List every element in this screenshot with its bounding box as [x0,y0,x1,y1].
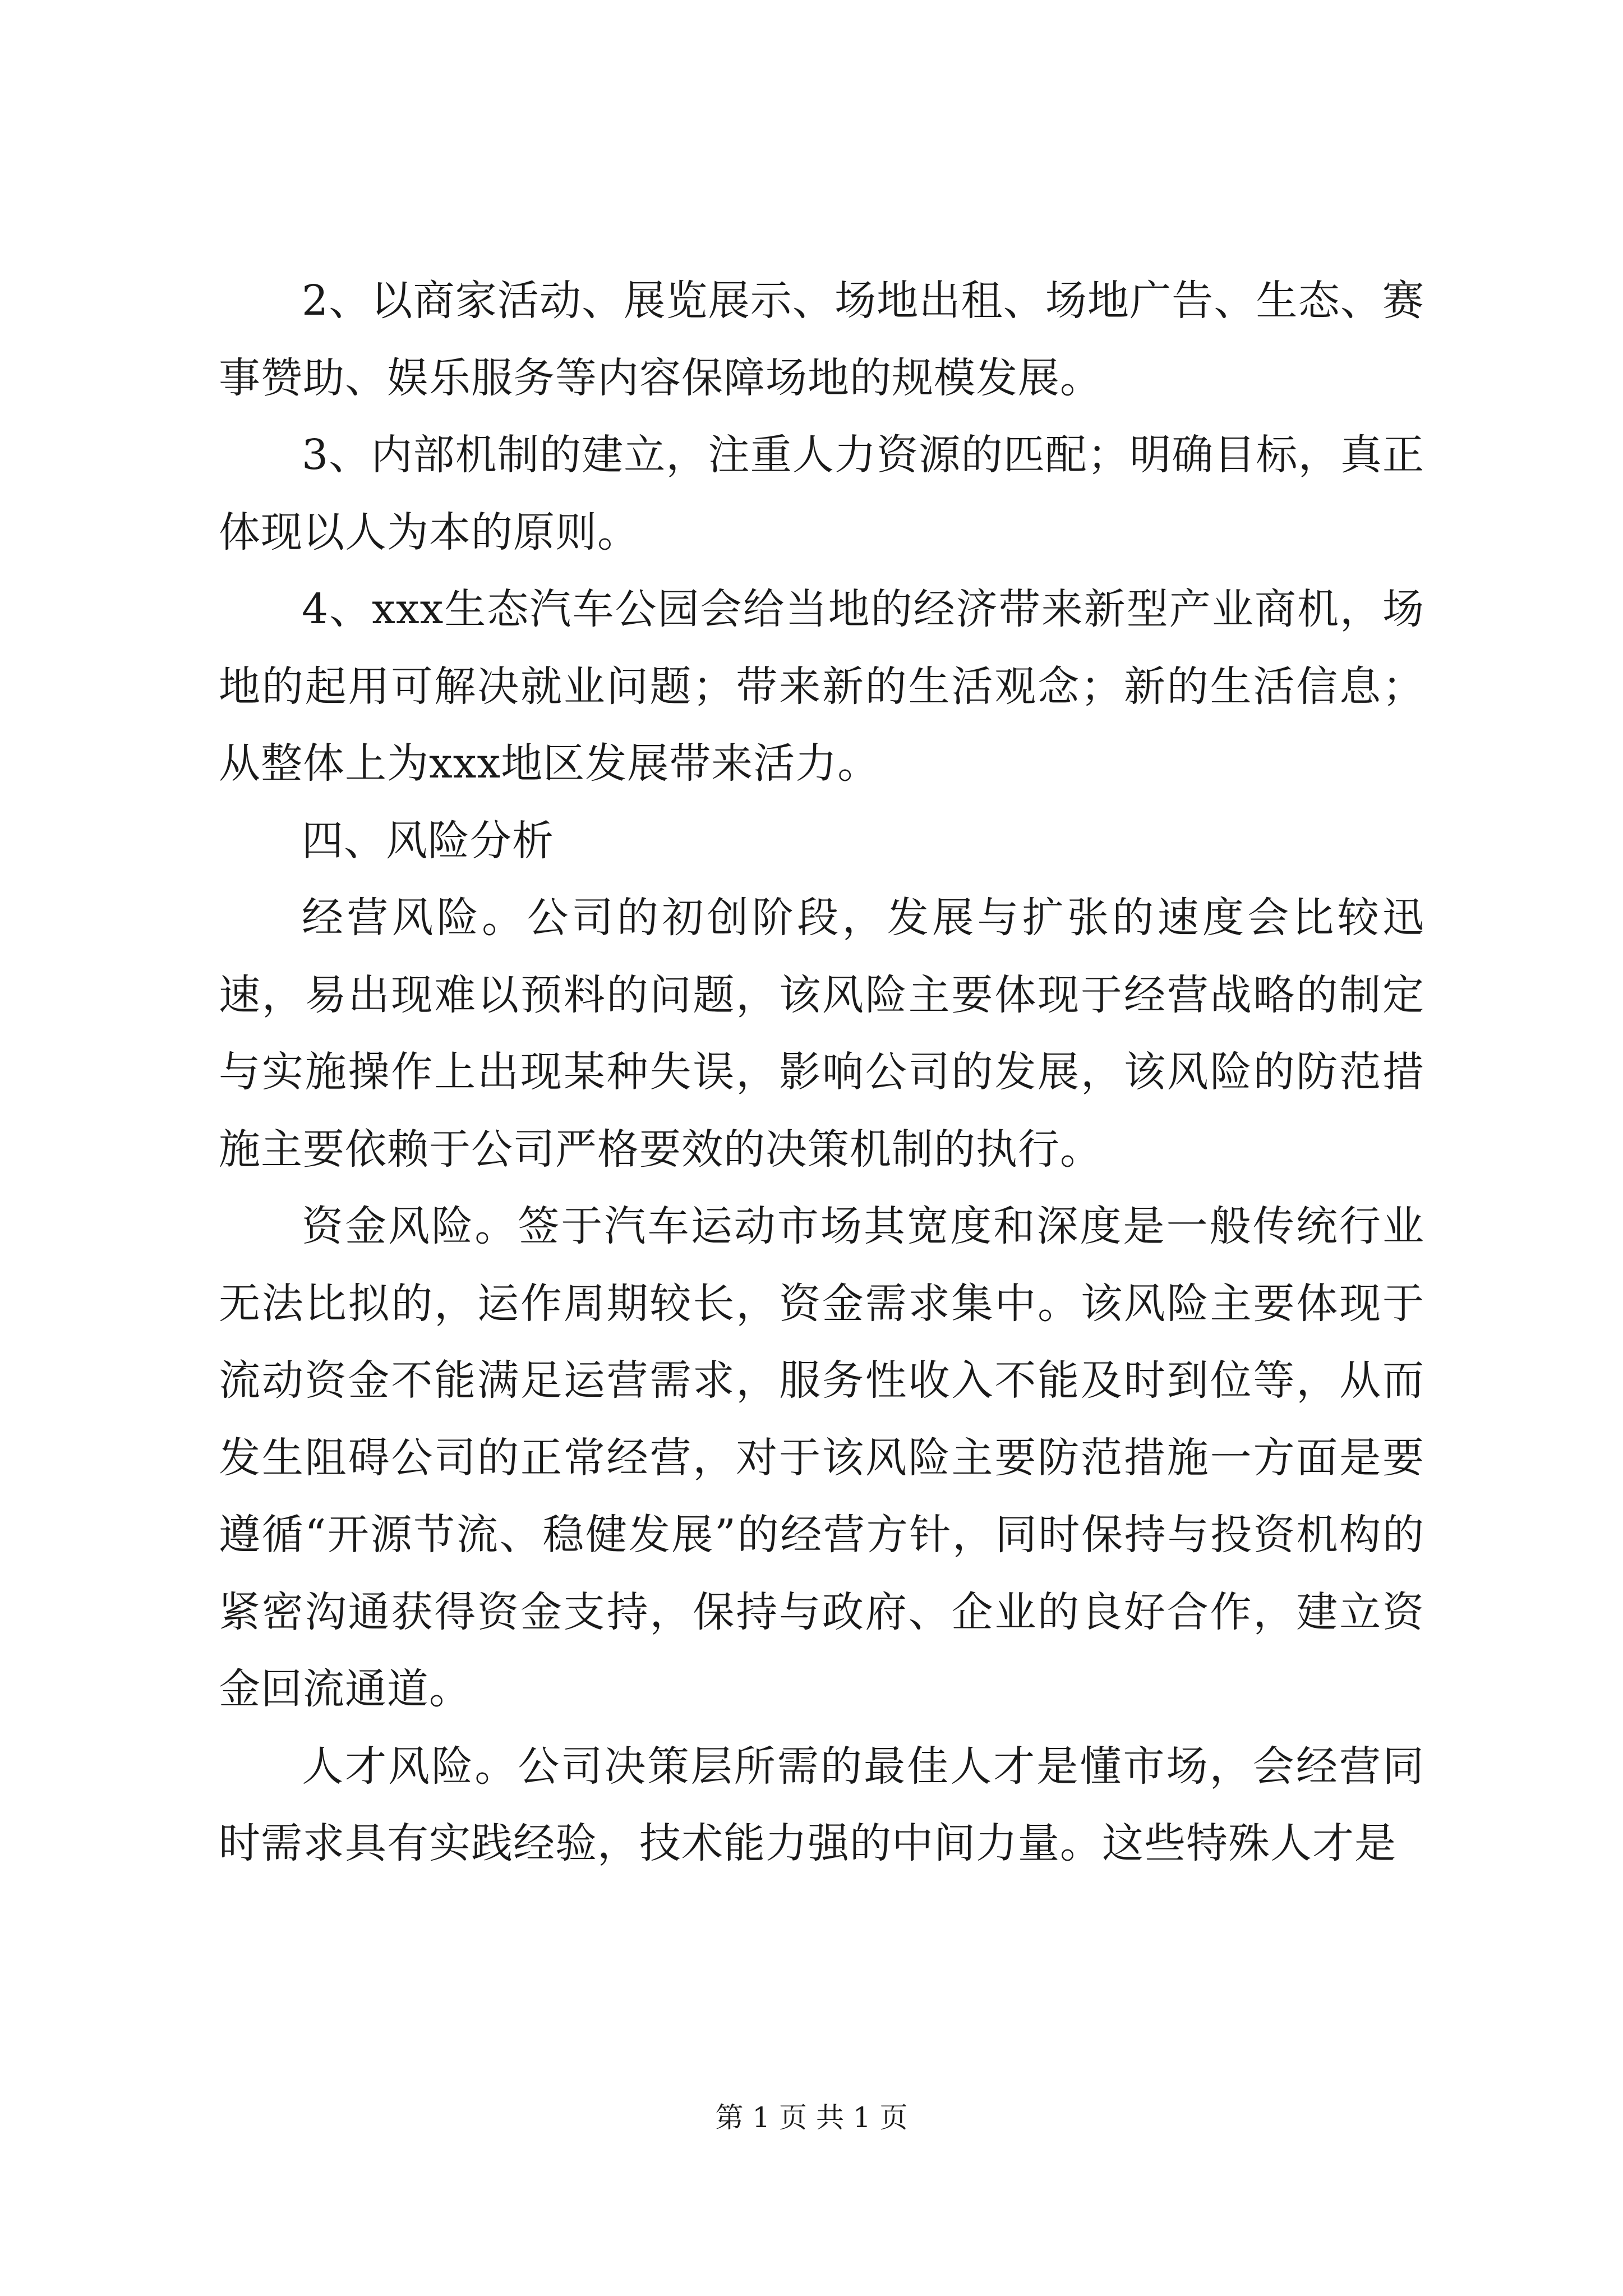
paragraph-talent-risk: 人才风险。公司决策层所需的最佳人才是懂市场，会经营同时需求具有实践经验，技术能力强的中间力量。这些特殊人才是 [219,1742,1424,1867]
paragraph-item-3: 3、内部机制的建立，注重人力资源的匹配；明确目标，真正体现以人为本的原则。 [219,431,1424,556]
paragraph-item-4: 4、xxx生态汽车公园会给当地的经济带来新型产业商机，场地的起用可解决就业问题；带来新的生活观念；新的生活信息；从整体上为xxx地区发展带来活力。 [219,585,1424,788]
paragraph-capital-risk: 资金风险。签于汽车运动市场其宽度和深度是一般传统行业无法比拟的，运作周期较长，资金需求集中。该风险主要体现于流动资金不能满足运营需求，服务性收入不能及时到位等，从而发生阻碍公司的正常经营，对于该风险主要防范措施一方面是要遵循“开源节流、稳健发展”的经营方针，同时保持与投资机构的紧密沟通获得资金支持，保持与政府、企业的良好合作，建立资金回流通道。 [219,1202,1424,1713]
section-heading-risk-analysis: 四、风险分析 [302,816,554,865]
document-body [219,263,1424,1883]
page-footer: 第 1 页 共 1 页 [715,2101,908,2134]
paragraph-item-2: 2、以商家活动、展览展示、场地出租、场地广告、生态、赛事赞助、娱乐服务等内容保障场地的规模发展。 [219,277,1424,402]
paragraph-operating-risk: 经营风险。公司的初创阶段，发展与扩张的速度会比较迅速，易出现难以预料的问题，该风险主要体现于经营战略的制定与实施操作上出现某种失误，影响公司的发展，该风险的防范措施主要依赖于公司严格要效的决策机制的执行。 [219,894,1424,1174]
